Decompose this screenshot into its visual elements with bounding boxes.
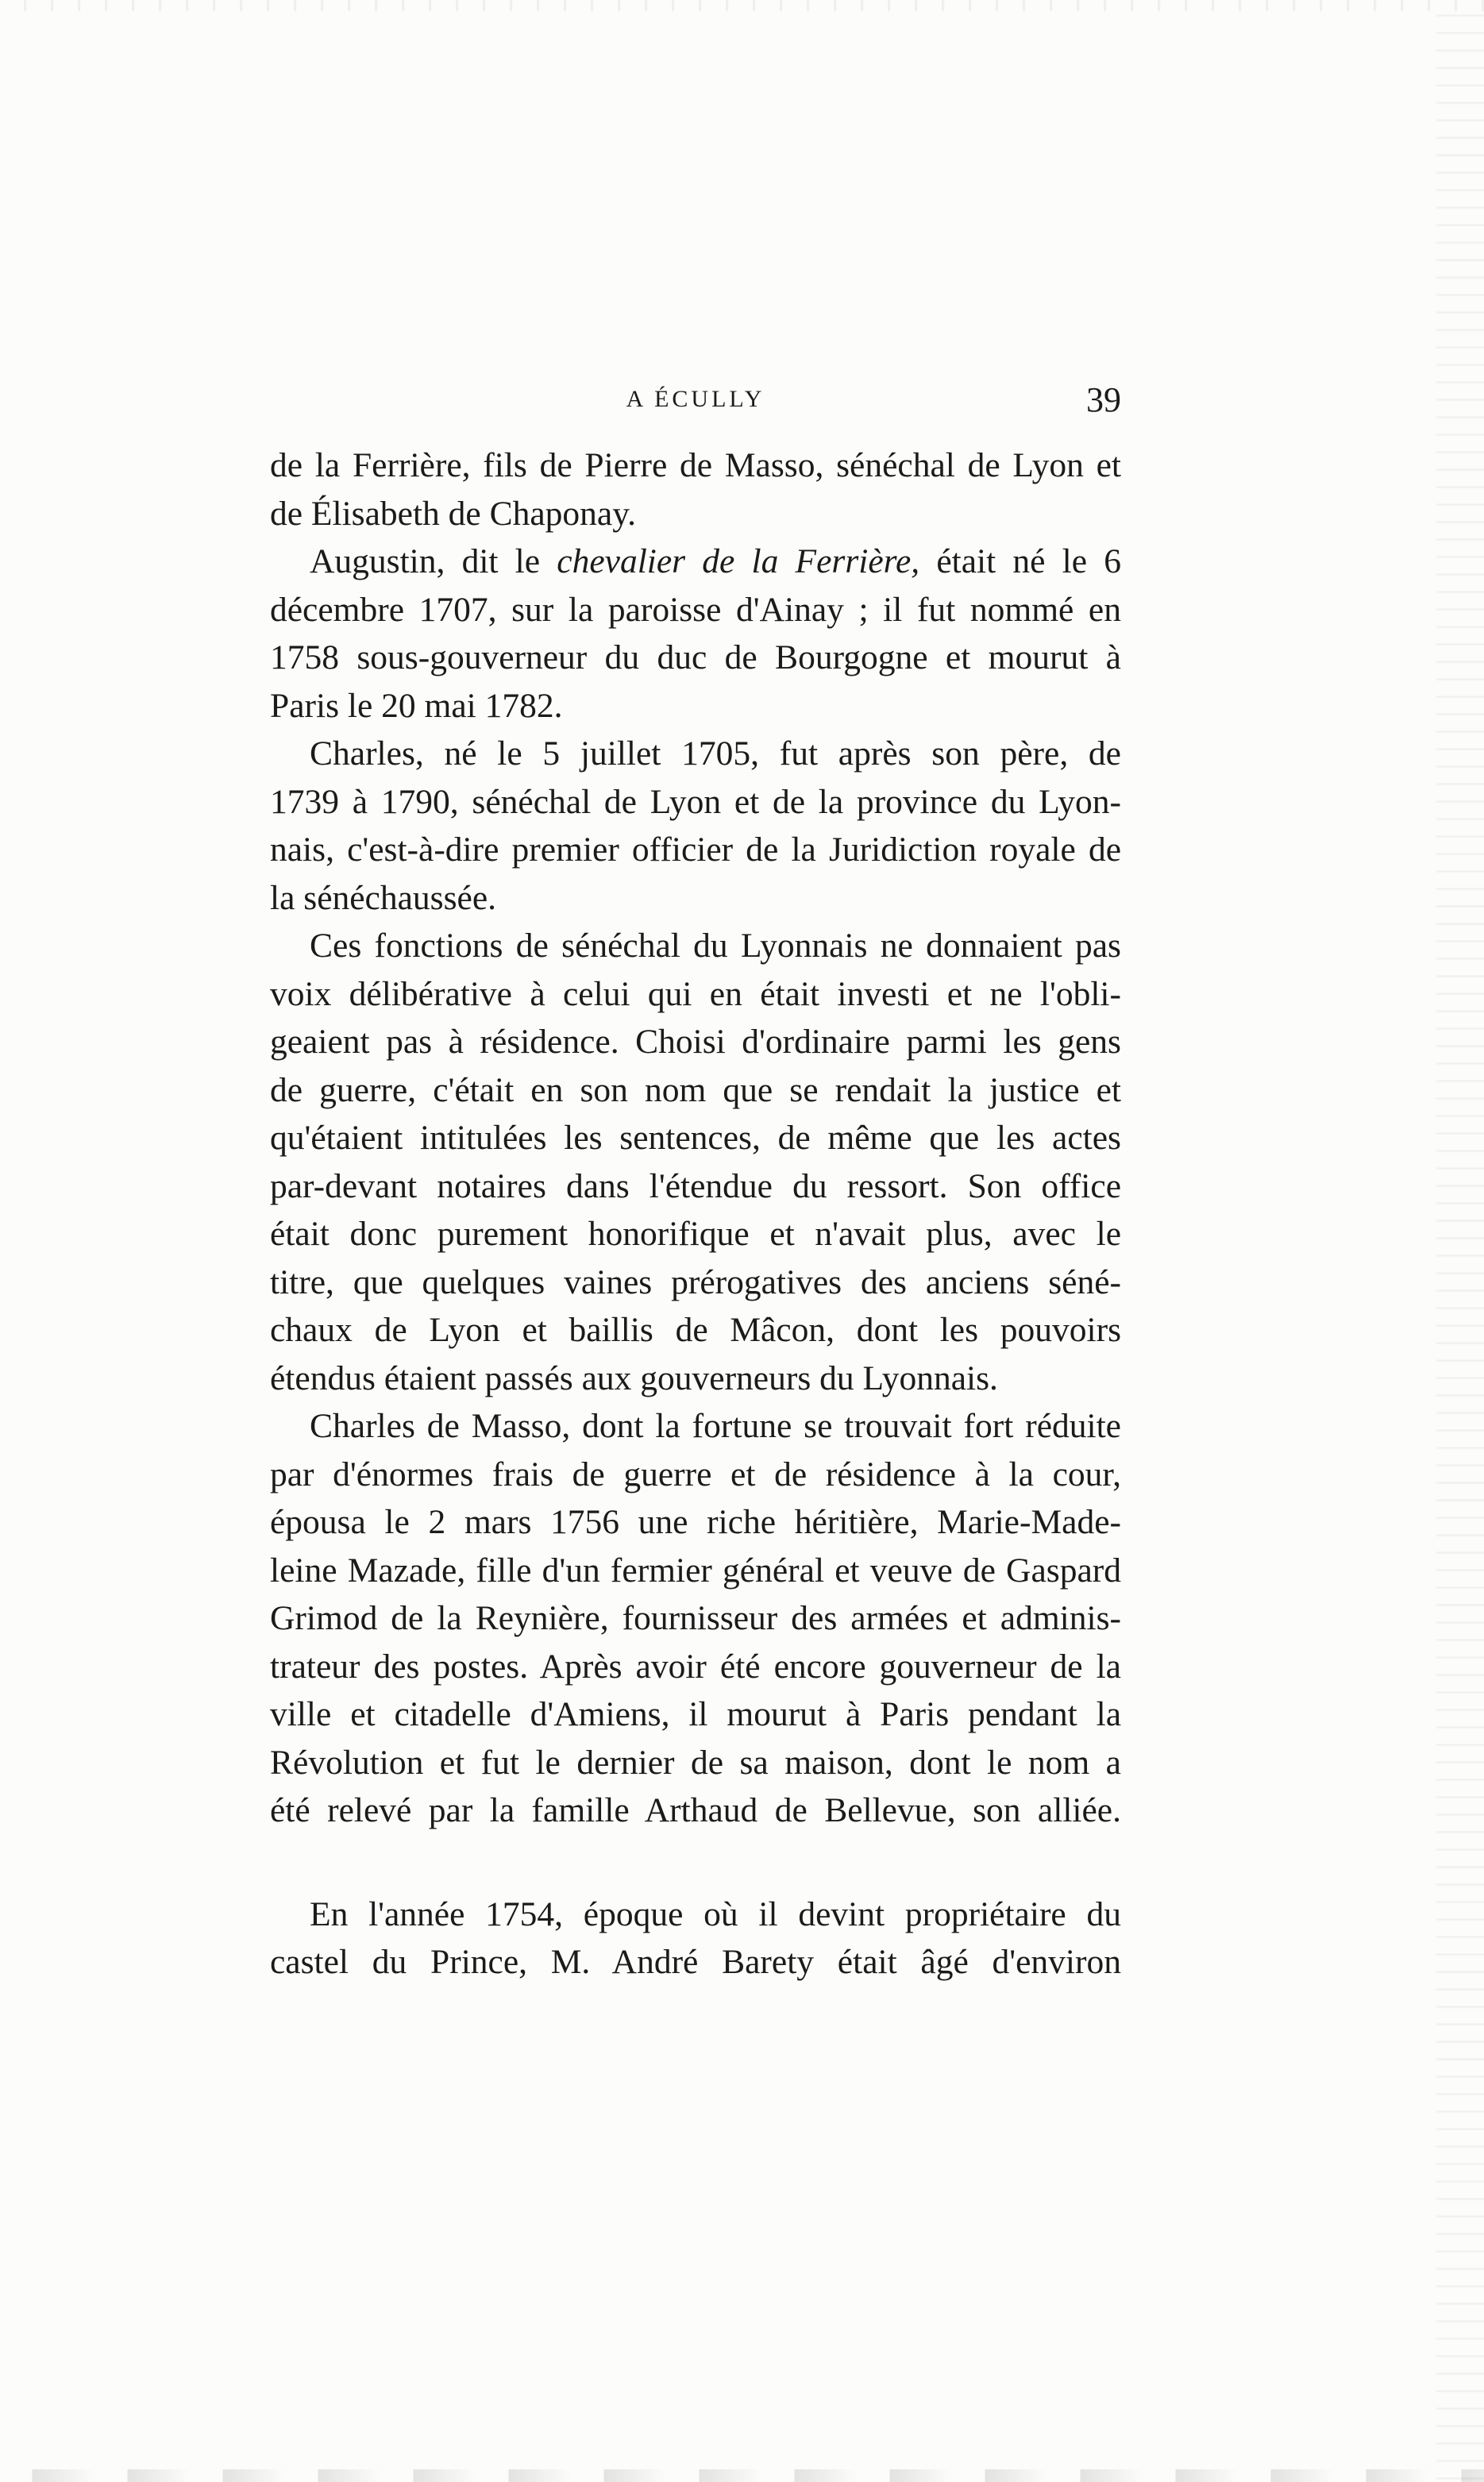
p3-line-3: nais, c'est-à-dire premier officier de la Juridiction royale de	[270, 831, 1121, 869]
p6-line-1: En l'année 1754, époque où il devint propriétaire du	[310, 1894, 1121, 1933]
running-head	[270, 380, 1121, 427]
p2-line-1-post: était né le 6	[919, 542, 1121, 580]
p1-line-1: de la Ferrière, fils de Pierre de Masso, sénéchal de Lyon et	[270, 446, 1121, 484]
p5-line-4: leine Mazade, fille d'un fermier général et veuve de Gaspard	[270, 1551, 1121, 1590]
p2-line-2: décembre 1707, sur la paroisse d'Ainay ; il fut nommé en	[270, 590, 1121, 629]
p4-line-6: par-devant notaires dans l'étendue du ressort. Son office	[270, 1166, 1121, 1205]
p5-line-5: Grimod de la Reynière, fournisseur des armées et adminis-	[270, 1599, 1121, 1637]
body-text	[270, 441, 1121, 1987]
scan-edge-top	[0, 0, 1484, 11]
p5-line-6: trateur des postes. Après avoir été encore gouverneur de la	[270, 1647, 1121, 1686]
scan-edge-right	[1436, 0, 1484, 2482]
p4-line-4: de guerre, c'était en son nom que se rendait la justice et	[270, 1070, 1121, 1109]
running-title: A ÉCULLY	[626, 386, 765, 412]
p5-line-3: épousa le 2 mars 1756 une riche héritière, Marie-Made-	[270, 1503, 1121, 1541]
p2-line-4: Paris le 20 mai 1782.	[270, 686, 563, 725]
p5-line-8: Révolution et fut le dernier de sa maison, dont le nom a	[270, 1743, 1121, 1782]
p5-line-1: Charles de Masso, dont la fortune se trouvait fort réduite	[310, 1407, 1121, 1445]
p5-line-7: ville et citadelle d'Amiens, il mourut à Paris pendant la	[270, 1695, 1121, 1733]
p4-line-8: titre, que quelques vaines prérogatives des anciens séné-	[270, 1262, 1121, 1301]
p4-line-5: qu'étaient intitulées les sentences, de même que les actes	[270, 1119, 1121, 1157]
page-number: 39	[1086, 380, 1121, 419]
p2-line-1-italic: chevalier de la Ferrière,	[557, 542, 920, 580]
p4-line-2: voix délibérative à celui qui en était investi et ne l'obli-	[270, 974, 1121, 1013]
p1-line-2: de Élisabeth de Chaponay.	[270, 494, 637, 533]
p5-line-2: par d'énormes frais de guerre et de résidence à la cour,	[270, 1455, 1121, 1493]
p4-line-1: Ces fonctions de sénéchal du Lyonnais ne donnaient pas	[310, 927, 1121, 965]
p4-line-3: geaient pas à résidence. Choisi d'ordinaire parmi les gens	[270, 1023, 1121, 1061]
p2-line-3: 1758 sous-gouverneur du duc de Bourgogne et mourut à	[270, 638, 1121, 676]
p4-line-9: chaux de Lyon et baillis de Mâcon, dont les pouvoirs	[270, 1311, 1121, 1349]
scan-edge-bottom	[0, 2469, 1484, 2482]
p5-line-9: été relevé par la famille Arthaud de Bellevue, son alliée.	[270, 1791, 1121, 1829]
p6-line-2: castel du Prince, M. André Barety était âgé d'environ	[270, 1943, 1121, 1981]
p4-line-10: étendus étaient passés aux gouverneurs du Lyonnais.	[270, 1359, 998, 1397]
p3-line-4: la sénéchaussée.	[270, 878, 497, 917]
p3-line-1: Charles, né le 5 juillet 1705, fut après son père, de	[310, 734, 1121, 773]
p4-line-7: était donc purement honorifique et n'avait plus, avec le	[270, 1215, 1121, 1253]
p2-line-1-pre: Augustin, dit le	[310, 542, 557, 580]
p2-line-1	[270, 538, 1121, 586]
section-break	[270, 1835, 1121, 1890]
p3-line-2: 1739 à 1790, sénéchal de Lyon et de la province du Lyon-	[270, 782, 1121, 821]
